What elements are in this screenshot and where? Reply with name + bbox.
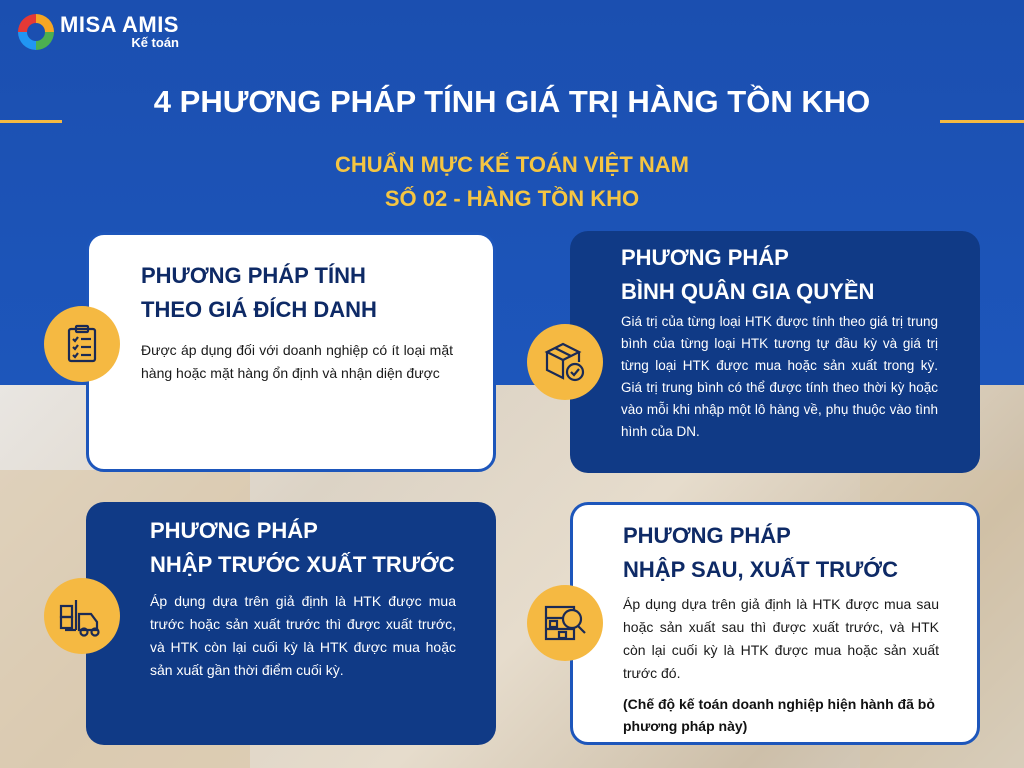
brand-sub: Kế toán xyxy=(131,35,179,50)
card-title-line-2: BÌNH QUÂN GIA QUYỀN xyxy=(621,279,875,304)
card-fifo xyxy=(86,502,496,745)
card-body: Giá trị của từng loại HTK được tính theo giá trị trung bình của từng loại HTK tương tự đầu kỳ và giá trị từng loại HTK được mua hoặc sản xuất trong kỳ. Giá trị trung bình có thể được tính theo thời kỳ hoặc vào mỗi khi nhập một lô hàng về, phụ thuộc vào tình hình của DN. xyxy=(621,314,938,439)
shelf-search-icon xyxy=(527,585,603,661)
card-title xyxy=(621,241,938,309)
title-divider-right xyxy=(940,120,1024,123)
card-weighted-average xyxy=(570,231,980,473)
card-body: Áp dụng dựa trên giả định là HTK được mua trước hoặc sản xuất trước thì được xuất trước, và HTK còn lại cuối kỳ là HTK được mua hoặc sản xuất gần thời điểm cuối kỳ. xyxy=(150,593,456,678)
card-title-line-2: NHẬP TRƯỚC XUẤT TRƯỚC xyxy=(150,552,455,577)
card-body: Áp dụng dựa trên giả định là HTK được mua sau hoặc sản xuất sau thì được xuất trước, và HTK còn lại cuối kỳ là HTK được mua hoặc sản xuất trước đó. xyxy=(623,596,939,681)
card-title xyxy=(150,514,456,582)
card-title-line-1: PHƯƠNG PHÁP xyxy=(150,518,318,543)
card-title-line-1: PHƯƠNG PHÁP xyxy=(621,245,789,270)
card-title xyxy=(623,519,939,587)
subtitle-line-2: SỐ 02 - HÀNG TỒN KHO xyxy=(384,186,640,211)
page-title: 4 PHƯƠNG PHÁP TÍNH GIÁ TRỊ HÀNG TỒN KHO xyxy=(153,84,871,119)
box-check-icon xyxy=(527,324,603,400)
card-title-line-1: PHƯƠNG PHÁP TÍNH xyxy=(141,263,366,288)
card-title-line-1: PHƯƠNG PHÁP xyxy=(623,523,791,548)
card-specific-identification xyxy=(86,232,496,472)
forklift-icon xyxy=(44,578,120,654)
card-note: (Chế độ kế toán doanh nghiệp hiện hành đã bỏ phương pháp này) xyxy=(623,696,935,734)
card-lifo xyxy=(570,502,980,745)
card-title xyxy=(141,259,453,327)
clipboard-checklist-icon xyxy=(44,306,120,382)
card-body: Được áp dụng đối với doanh nghiệp có ít loại mặt hàng hoặc mặt hàng ổn định và nhận diện được xyxy=(141,342,453,381)
brand-name: MISA AMIS xyxy=(60,12,179,37)
title-divider-left xyxy=(0,120,62,123)
card-title-line-2: THEO GIÁ ĐÍCH DANH xyxy=(141,297,377,322)
misa-logo-icon xyxy=(18,14,54,50)
subtitle-line-1: CHUẨN MỰC KẾ TOÁN VIỆT NAM xyxy=(335,152,689,177)
page-subtitle xyxy=(0,148,1024,216)
card-title-line-2: NHẬP SAU, XUẤT TRƯỚC xyxy=(623,557,898,582)
brand-logo xyxy=(18,14,179,50)
